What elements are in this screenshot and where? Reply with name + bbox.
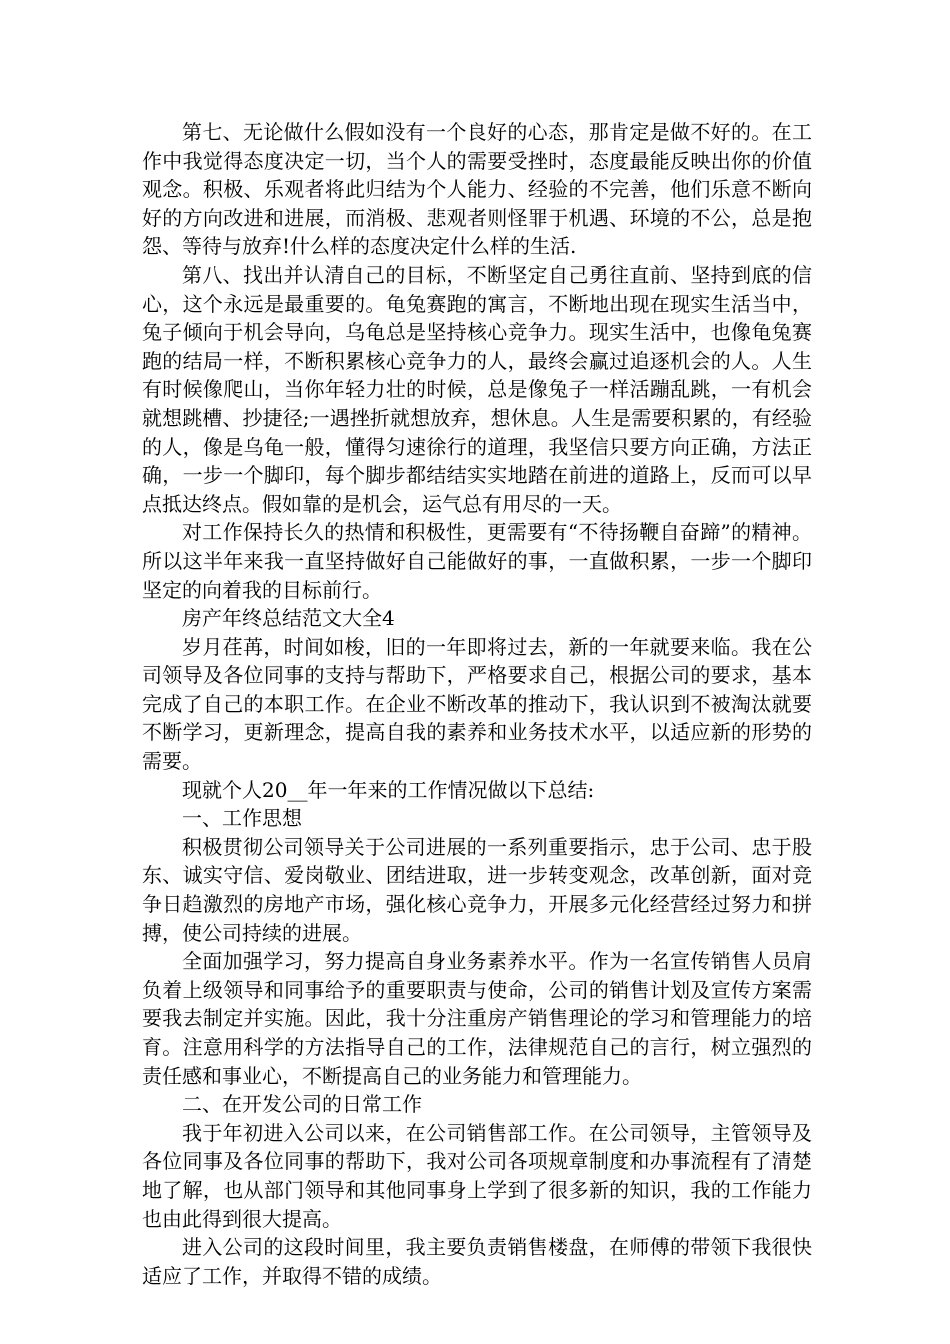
paragraph-daily-work: 我于年初进入公司以来，在公司销售部工作。在公司领导，主管领导及各位同事及各位同事的帮助下，我对公司各项规章制度和办事流程有了清楚地了解，也从部门领导和其他同事身上学到了很多新的知识，我的工作能力也由此得到很大提高。: [142, 1120, 812, 1231]
section-title: 房产年终总结范文大全4: [182, 606, 395, 631]
heading-daily-work: 二、在开发公司的日常工作: [182, 1092, 422, 1117]
paragraph-sales: 进入公司的这段时间里，我主要负责销售楼盘，在师傅的带领下我很快适应了工作，并取得不错的成绩。: [142, 1235, 812, 1288]
paragraph-summary-lead: 现就个人20__年一年来的工作情况做以下总结:: [182, 777, 595, 802]
document-body: [142, 118, 812, 1290]
heading-work-thinking: 一、工作思想: [182, 806, 302, 831]
paragraph-7th-point: 第七、无论做什么假如没有一个良好的心态，那肯定是做不好的。在工作中我觉得态度决定一切，当个人的需要受挫时，态度最能反映出你的价值观念。积极、乐观者将此归结为个人能力、经验的不完善，他们乐意不断向好的方向改进和进展，而消极、悲观者则怪罪于机遇、环境的不公，总是抱怨、等待与放弃!什么样的态度决定什么样的生活.: [142, 120, 812, 259]
paragraph-8th-point: 第八、找出并认清自己的目标，不断坚定自己勇往直前、坚持到底的信心，这个永远是最重要的。龟兔赛跑的寓言，不断地出现在现实生活当中，兔子倾向于机会导向，乌龟总是坚持核心竞争力。现实生活中，也像龟兔赛跑的结局一样，不断积累核心竞争力的人，最终会赢过追逐机会的人。人生有时候像爬山，当你年轻力壮的时候，总是像兔子一样活蹦乱跳，一有机会就想跳槽、抄捷径;一遇挫折就想放弃，想休息。人生是需要积累的，有经验的人，像是乌龟一般，懂得匀速徐行的道理，我坚信只要方向正确，方法正确，一步一个脚印，每个脚步都结结实实地踏在前进的道路上，反而可以早点抵达终点。假如靠的是机会，运气总有用尽的一天。: [142, 262, 812, 516]
paragraph-work-thinking: 积极贯彻公司领导关于公司进展的一系列重要指示，忠于公司、忠于股东、诚实守信、爱岗敬业、团结进取，进一步转变观念，改革创新，面对竞争日趋激烈的房地产市场，强化核心竞争力，开展多元化经营经过努力和拼搏，使公司持续的进展。: [142, 834, 812, 945]
paragraph-enthusiasm: 对工作保持长久的热情和积极性，更需要有“不待扬鞭自奋蹄”的精神。所以这半年来我一直坚持做好自己能做好的事，一直做积累，一步一个脚印坚定的向着我的目标前行。: [142, 520, 812, 602]
paragraph-intro: 岁月荏苒，时间如梭，旧的一年即将过去，新的一年就要来临。我在公司领导及各位同事的支持与帮助下，严格要求自己，根据公司的要求，基本完成了自己的本职工作。在企业不断改革的推动下，我认识到不被淘汰就要不断学习，更新理念，提高自我的素养和业务技术水平，以适应新的形势的需要。: [142, 634, 812, 774]
paragraph-learning: 全面加强学习，努力提高自身业务素养水平。作为一名宣传销售人员肩负着上级领导和同事给予的重要职责与使命，公司的销售计划及宣传方案需要我去制定并实施。因此，我十分注重房产销售理论的学习和管理能力的培育。注意用科学的方法指导自己的工作，法律规范自己的言行，树立强烈的责任感和事业心，不断提高自己的业务能力和管理能力。: [142, 949, 812, 1088]
